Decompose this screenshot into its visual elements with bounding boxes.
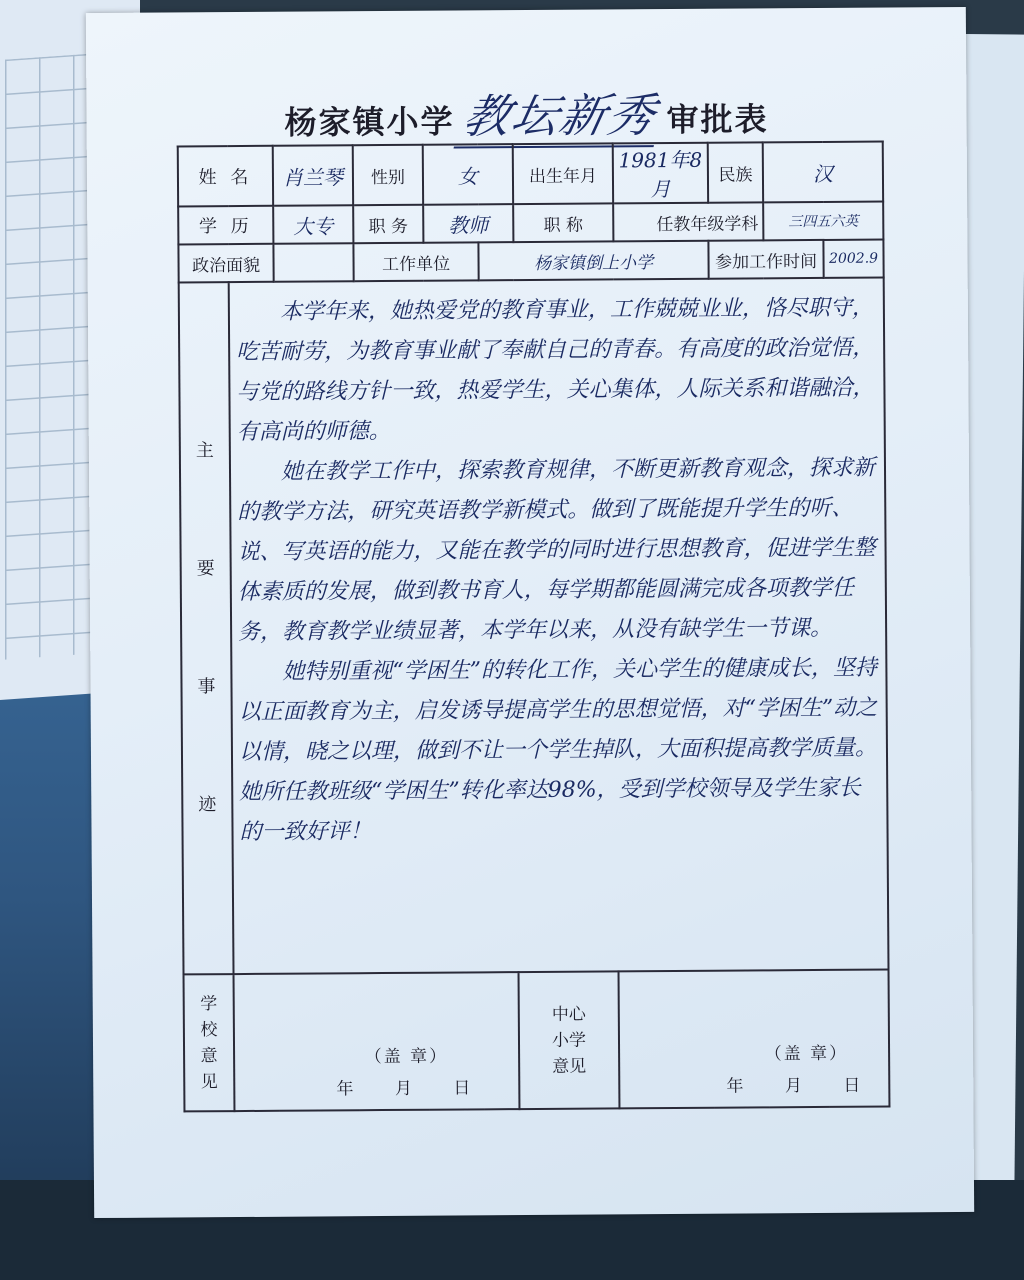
school-label-char: 校: [200, 1019, 218, 1040]
political-value: [273, 243, 353, 282]
title-label: 职 称: [513, 203, 613, 242]
grade-subject-label: 任教年级学科: [613, 202, 763, 241]
position-value: 教师: [423, 204, 513, 243]
center-label-line: 中心: [551, 1004, 586, 1025]
deeds-label-char: 迹: [198, 794, 217, 816]
center-seal-text: （盖 章）: [764, 1043, 849, 1065]
title-prefix: 杨家镇小学: [284, 102, 455, 142]
title-suffix: 审批表: [666, 100, 769, 140]
birth-value: 1981年8月: [613, 143, 708, 204]
name-label: 姓 名: [178, 146, 273, 207]
education-value: 大专: [273, 205, 353, 244]
center-label-line: 意见: [552, 1056, 587, 1077]
deeds-label: [179, 282, 234, 974]
workplace-label: 工作单位: [353, 242, 478, 281]
deeds-label-char: 主: [195, 440, 214, 462]
political-label: 政治面貌: [178, 244, 273, 283]
school-label-char: 见: [200, 1071, 218, 1092]
ethnicity-label: 民族: [708, 142, 763, 202]
deeds-paragraph: 本学年来，她热爱党的教育事业，工作兢兢业业，恪尽职守，吃苦耐劳，为教育事业献了奉献自己的青春。有高度的政治觉悟，与党的路线方针一致，热爱学生，关心集体，人际关系和谐融洽，有高尚的师德。: [236, 295, 875, 446]
work-start-value: 2002.9: [823, 240, 883, 278]
form-table: [177, 141, 891, 1113]
deeds-content: [229, 278, 889, 975]
center-opinion-box: [619, 970, 890, 1109]
birth-label: 出生年月: [513, 143, 613, 204]
approval-form-sheet: [86, 7, 974, 1218]
education-label: 学 历: [178, 206, 273, 245]
work-start-label: 参加工作时间: [708, 240, 823, 279]
grade-subject-value: 三四五六英: [763, 202, 883, 241]
school-label-char: 意: [200, 1045, 218, 1066]
gender-label: 性别: [353, 145, 423, 205]
title-handwritten: 教坛新秀: [454, 79, 668, 148]
school-date-text: 年 月 日: [336, 1078, 489, 1100]
center-label-line: 小学: [551, 1030, 587, 1051]
deeds-label-char: 要: [196, 558, 215, 580]
deeds-label-char: 事: [197, 676, 216, 698]
deeds-paragraph: 她特别重视“学困生”的转化工作，关心学生的健康成长，坚持以正面教育为主，启发诱导提高学生的思想觉悟，对“学困生”动之以情，晓之以理，做到不让一个学生掉队，大面积提高教学质量。她所任教班级“学困生”转化率达98%，受到学校领导及学生家长的一致好评！: [238, 655, 878, 846]
school-opinion-label: [184, 974, 235, 1111]
ethnicity-value: 汉: [763, 142, 883, 203]
school-label-char: 学: [200, 993, 218, 1014]
school-seal-text: （盖 章）: [364, 1046, 449, 1068]
deeds-paragraph: 她在教学工作中，探索教育规律，不断更新教育观念，探求新的教学方法，研究英语教学新模式。做到了既能提升学生的听、说、写英语的能力，又能在教学的同时进行思想教育，促进学生整体素质的发展，做到教书育人，每学期都能圆满完成各项教学任务，教育教学业绩显著，本学年以来，从没有缺学生一节课。: [237, 455, 876, 646]
gender-value: 女: [423, 144, 513, 205]
name-value: 肖兰琴: [273, 145, 353, 206]
center-opinion-label: [519, 971, 620, 1109]
workplace-value: 杨家镇倒上小学: [478, 241, 708, 281]
center-date-text: 年 月 日: [726, 1075, 879, 1097]
position-label: 职 务: [353, 205, 423, 243]
school-opinion-box: [234, 972, 520, 1111]
